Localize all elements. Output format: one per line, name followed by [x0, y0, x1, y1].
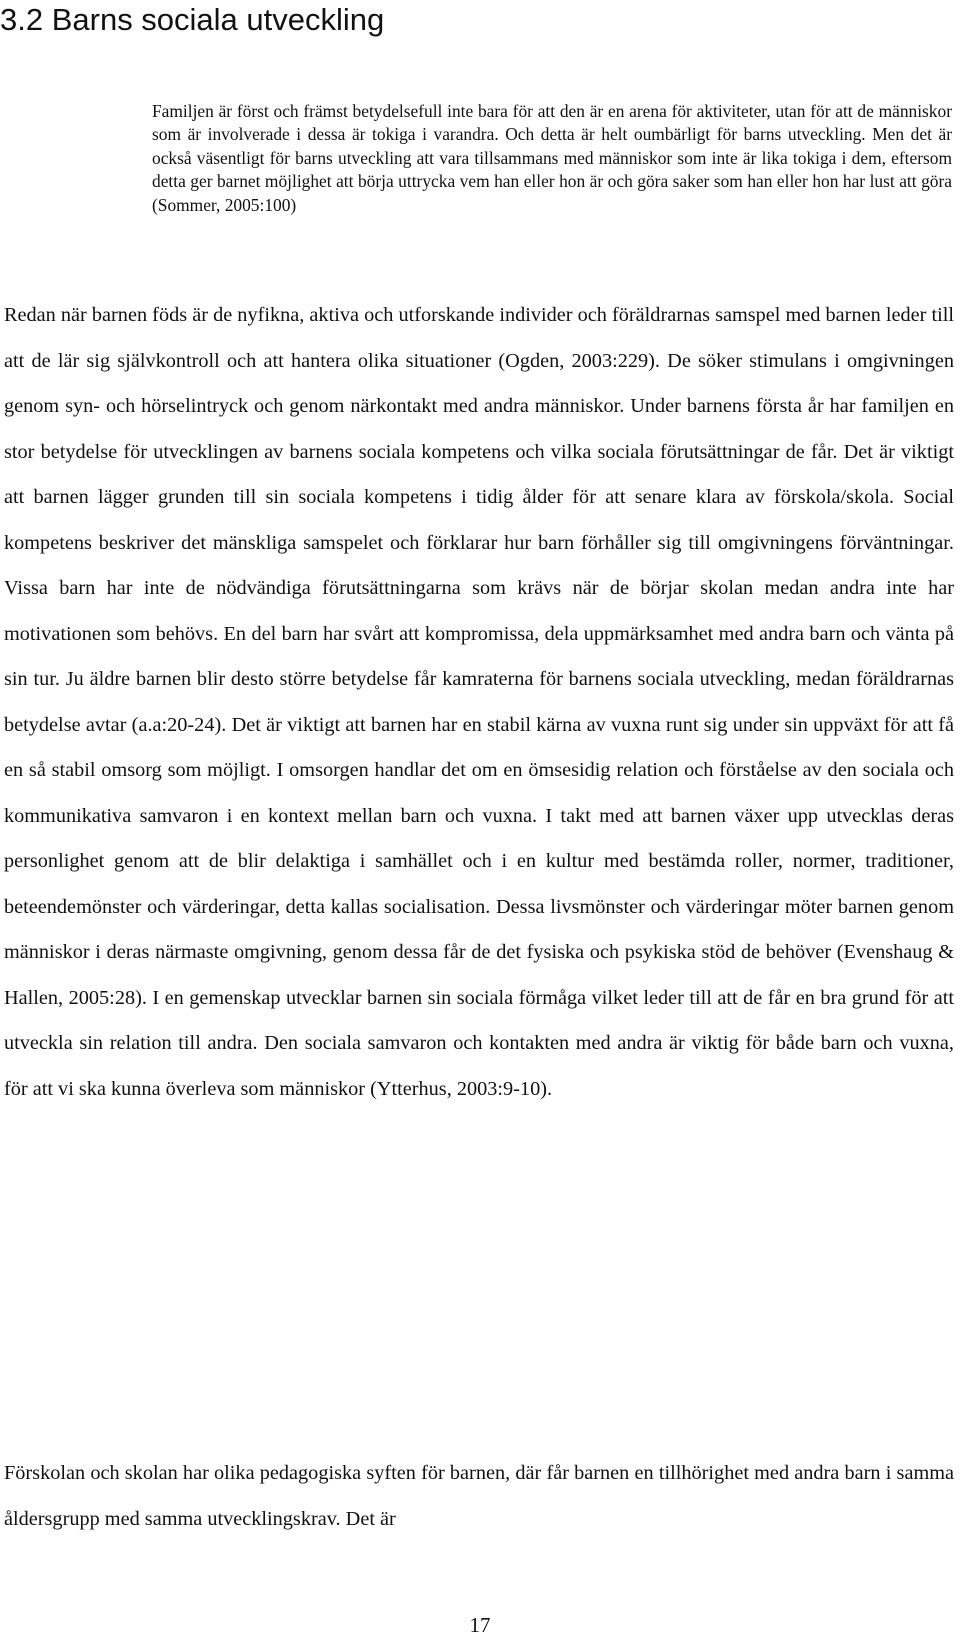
page-number: 17	[469, 1613, 491, 1637]
section-heading: 3.2 Barns sociala utveckling	[0, 2, 385, 37]
body-paragraph-2: Förskolan och skolan har olika pedagogiska syften för barnen, där får barnen en tillhörighet med andra barn i samma åldersgrupp med samma utvecklingskrav. Det är	[4, 1462, 954, 1530]
body-paragraph-1: Redan när barnen föds är de nyfikna, aktiva och utforskande individer och föräldrarnas samspel med barnen leder till att de lär sig självkontroll och att hantera olika situationer (Ogden, 2003:229). De söker stimulans i omgivningen genom syn- och hörselintryck och genom närkontakt med andra människor. Under barnens första år har familjen en stor betydelse för utvecklingen av barnens sociala kompetens och vilka sociala förutsättningar de får. Det är viktigt att barnen lägger grunden till sin sociala kompetens i tidig ålder för att senare klara av förskola/skola. Social kompetens beskriver det mänskliga samspelet och förklarar hur barn förhåller sig till omgivningens förväntningar. Vissa barn har inte de nödvändiga förutsättningarna som krävs när de börjar skolan medan andra inte har motivationen som behövs. En del barn har svårt att kompromissa, dela uppmärksamhet med andra barn och vänta på sin tur. Ju äldre barnen blir desto större betydelse får kamraterna för barnens sociala utveckling, medan föräldrarnas betydelse avtar (a.a:20-24). Det är viktigt att barnen har en stabil kärna av vuxna runt sig under sin uppväxt för att få en så stabil omsorg som möjligt. I omsorgen handlar det om en ömsesidig relation och förståelse av den sociala och kommunikativa samvaron i en kontext mellan barn och vuxna. I takt med att barnen växer upp utvecklas deras personlighet genom att de blir delaktiga i samhället och i en kultur med bestämda roller, normer, traditioner, beteendemönster och värderingar, detta kallas socialisation. Dessa livsmönster och värderingar möter barnen genom människor i deras närmaste omgivning, genom dessa får de det fysiska och psykiska stöd de behöver (Evenshaug & Hallen, 2005:28). I en gemenskap utvecklar barnen sin sociala förmåga vilket leder till att de får en bra grund för att utveckla sin relation till andra. Den sociala samvaron och kontakten med andra är viktig för både barn och vuxna, för att vi ska kunna överleva som människor (Ytterhus, 2003:9-10).	[4, 304, 954, 1100]
block-quote: Familjen är först och främst betydelsefull inte bara för att den är en arena för aktiviteter, utan för att de människor som är involverade i dessa är tokiga i varandra. Och detta är helt oumbärligt för barns utveckling. Men det är också väsentligt för barns utveckling att vara tillsammans med människor som inte är lika tokiga i dem, eftersom detta ger barnet möjlighet att börja uttrycka vem han eller hon är och göra saker som han eller hon har lust att göra (Sommer, 2005:100)	[152, 101, 952, 215]
